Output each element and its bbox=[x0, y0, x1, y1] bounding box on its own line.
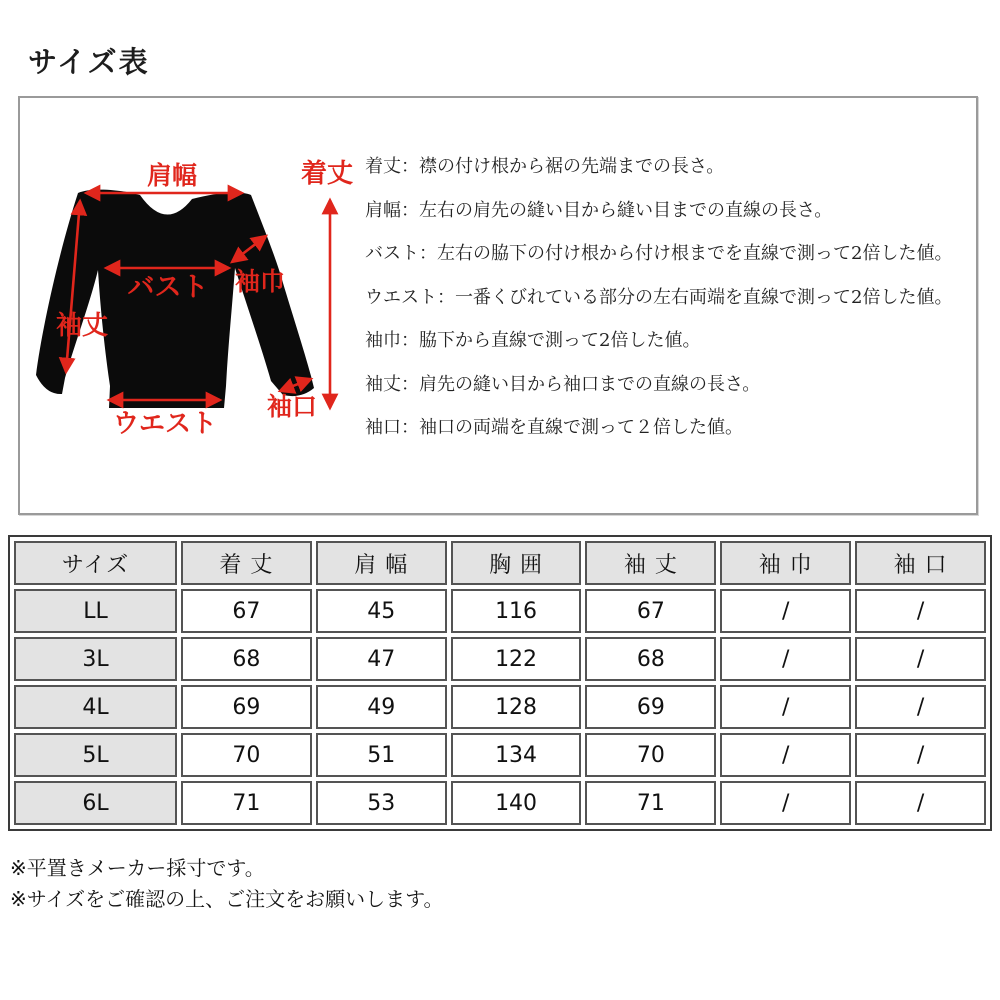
value-cell: 67 bbox=[181, 589, 312, 633]
value-cell: / bbox=[855, 685, 986, 729]
value-cell: 140 bbox=[451, 781, 582, 825]
size-row-3l bbox=[14, 637, 986, 681]
sleeve-length-label: 袖丈 bbox=[55, 311, 109, 341]
value-cell: 70 bbox=[585, 733, 716, 777]
measurement-descriptions bbox=[365, 145, 965, 450]
size-row-5l bbox=[14, 733, 986, 777]
value-cell: / bbox=[855, 781, 986, 825]
size-chart-table bbox=[8, 535, 992, 831]
value-cell: 68 bbox=[181, 637, 312, 681]
value-cell: 53 bbox=[316, 781, 447, 825]
measurement-figure-box bbox=[18, 96, 978, 515]
sleeve-width-label: 袖巾 bbox=[234, 267, 286, 296]
value-cell: / bbox=[855, 589, 986, 633]
column-header-body-length: 着 丈 bbox=[181, 541, 312, 585]
description-bust: バスト：左右の脇下の付け根から付け根までを直線で測って2倍した値。 bbox=[365, 243, 953, 264]
sweater-measurement-diagram bbox=[20, 98, 380, 513]
bust-label: バスト bbox=[127, 272, 209, 303]
value-cell: / bbox=[720, 781, 851, 825]
waist-label: ウエスト bbox=[112, 409, 218, 439]
size-row-ll bbox=[14, 589, 986, 633]
value-cell: 45 bbox=[316, 589, 447, 633]
value-cell: 47 bbox=[316, 637, 447, 681]
value-cell: 69 bbox=[181, 685, 312, 729]
shoulder-width-label: 肩幅 bbox=[146, 161, 198, 190]
value-cell: 134 bbox=[451, 733, 582, 777]
value-cell: 70 bbox=[181, 733, 312, 777]
column-header-chest: 胸 囲 bbox=[451, 541, 582, 585]
size-cell: 4L bbox=[14, 685, 177, 729]
value-cell: 71 bbox=[585, 781, 716, 825]
note-measurement-method: ※平置きメーカー採寸です。 bbox=[10, 856, 265, 880]
description-body-length: 着丈：襟の付け根から裾の先端までの長さ。 bbox=[365, 156, 725, 177]
value-cell: / bbox=[720, 685, 851, 729]
description-sleeve-width: 袖巾：脇下から直線で測って2倍した値。 bbox=[365, 330, 701, 351]
description-sleeve-length: 袖丈：肩先の縫い目から袖口までの直線の長さ。 bbox=[365, 373, 761, 395]
size-cell: 6L bbox=[14, 781, 177, 825]
size-cell: 3L bbox=[14, 637, 177, 681]
column-header-shoulder: 肩 幅 bbox=[316, 541, 447, 585]
value-cell: 51 bbox=[316, 733, 447, 777]
column-header-sleeve-width: 袖 巾 bbox=[720, 541, 851, 585]
value-cell: 116 bbox=[451, 589, 582, 633]
description-waist: ウエスト：一番くびれている部分の左右両端を直線で測って2倍した値。 bbox=[365, 286, 953, 308]
size-row-4l bbox=[14, 685, 986, 729]
value-cell: 122 bbox=[451, 637, 582, 681]
value-cell: / bbox=[720, 637, 851, 681]
page-title: サイズ表 bbox=[28, 45, 150, 79]
column-header-size: サイズ bbox=[14, 541, 177, 585]
size-chart-header-row bbox=[14, 541, 986, 585]
value-cell: / bbox=[720, 733, 851, 777]
description-cuff: 袖口：袖口の両端を直線で測って２倍した値。 bbox=[365, 417, 743, 438]
value-cell: 67 bbox=[585, 589, 716, 633]
value-cell: / bbox=[720, 589, 851, 633]
size-row-6l bbox=[14, 781, 986, 825]
value-cell: 68 bbox=[585, 637, 716, 681]
cuff-label: 袖口 bbox=[266, 392, 318, 421]
footer-notes bbox=[10, 853, 444, 915]
value-cell: 128 bbox=[451, 685, 582, 729]
value-cell: 71 bbox=[181, 781, 312, 825]
value-cell: / bbox=[855, 637, 986, 681]
description-shoulder: 肩幅：左右の肩先の縫い目から縫い目までの直線の長さ。 bbox=[365, 199, 833, 221]
value-cell: / bbox=[855, 733, 986, 777]
note-size-confirm: ※サイズをご確認の上、ご注文をお願いします。 bbox=[10, 887, 444, 911]
value-cell: 49 bbox=[316, 685, 447, 729]
column-header-cuff: 袖 口 bbox=[855, 541, 986, 585]
value-cell: 69 bbox=[585, 685, 716, 729]
column-header-sleeve-length: 袖 丈 bbox=[585, 541, 716, 585]
size-cell: 5L bbox=[14, 733, 177, 777]
size-cell: LL bbox=[14, 589, 177, 633]
body-length-label: 着丈 bbox=[300, 159, 354, 189]
